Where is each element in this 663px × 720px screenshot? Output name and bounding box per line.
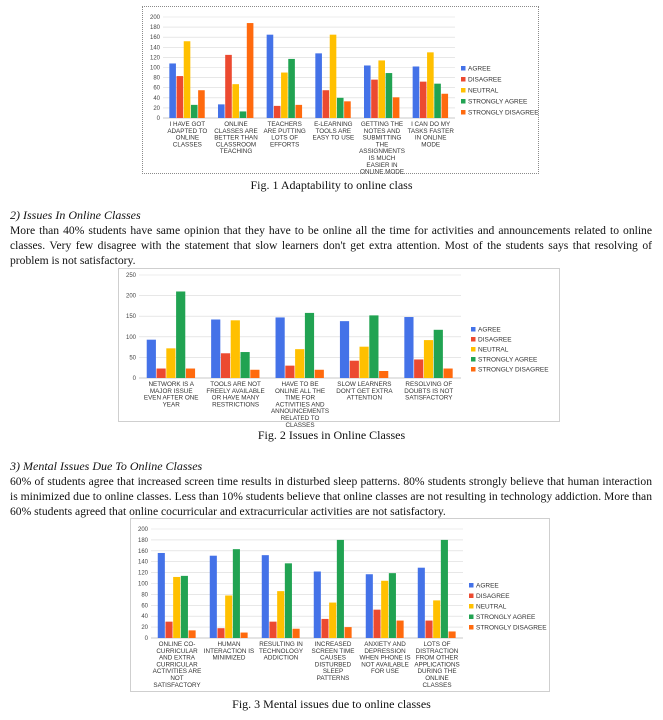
bar-strongly-agree-cat-1 xyxy=(191,105,198,118)
y-tick-label: 250 xyxy=(125,273,136,279)
bar-strongly-agree-cat-3 xyxy=(285,563,292,638)
bar-neutral-cat-3 xyxy=(281,73,288,118)
x-category-label: WHEN PHONE IS xyxy=(359,654,411,662)
bar-neutral-cat-5 xyxy=(381,581,388,638)
legend-swatch xyxy=(471,347,476,352)
bar-disagree-cat-5 xyxy=(371,80,378,118)
bar-strongly-disagree-cat-4 xyxy=(345,627,352,638)
bar-neutral-cat-2 xyxy=(225,595,232,638)
legend-swatch xyxy=(471,327,476,332)
y-tick-label: 180 xyxy=(137,537,148,544)
x-category-label: NOT AVAILABLE xyxy=(361,661,409,669)
x-category-label: HUMAN xyxy=(217,641,241,648)
y-tick-label: 60 xyxy=(141,603,148,610)
x-category-label: OR HAVE MANY xyxy=(211,394,260,402)
figure-1-svg xyxy=(143,7,539,176)
x-category-label: HAVE TO BE xyxy=(281,381,319,388)
y-tick-label: 0 xyxy=(132,376,136,382)
x-category-label: EASY TO USE xyxy=(312,134,355,142)
x-category-label: LOTS OF xyxy=(271,134,299,142)
x-category-label: TIME FOR xyxy=(284,394,316,402)
y-tick-label: 0 xyxy=(156,116,160,122)
y-tick-label: 40 xyxy=(141,614,148,621)
x-category-label: TOOLS ARE NOT xyxy=(210,381,261,388)
bar-disagree-cat-3 xyxy=(285,366,294,378)
y-tick-label: 120 xyxy=(149,55,160,62)
y-tick-label: 160 xyxy=(149,35,160,42)
section-3-paragraph: 60% of students agree that increased screen time results in disturbed sleep patterns. 80% students strongly believe that human interaction is minimized due to online classes. Less than 10% students believe that online classes are not resulting in technology addiction. More than 60% students agreed that online cocurricular and extracurricular activities are not satisfactory. xyxy=(10,475,652,518)
x-category-label: TASKS FASTER xyxy=(407,127,454,135)
bar-strongly-disagree-cat-6 xyxy=(441,94,448,118)
bar-agree-cat-2 xyxy=(211,319,220,378)
x-category-label: ONLINE MODE xyxy=(359,168,405,176)
bar-strongly-disagree-cat-4 xyxy=(344,101,351,118)
x-category-label: TEACHERS xyxy=(267,121,302,128)
x-category-label: RELATED TO xyxy=(280,415,320,422)
legend-entry: DISAGREE xyxy=(476,593,510,600)
figure-1-chart xyxy=(142,6,539,174)
bar-agree-cat-6 xyxy=(418,568,425,638)
x-category-label: SCREEN TIME xyxy=(311,647,355,655)
bar-agree-cat-4 xyxy=(315,53,322,118)
x-category-label: EFFORTS xyxy=(270,141,300,149)
legend-swatch xyxy=(469,615,474,620)
x-category-label: I CAN DO MY xyxy=(411,121,451,128)
legend-entry: AGREE xyxy=(478,326,501,334)
x-category-label: TECHNOLOGY xyxy=(258,647,304,655)
x-category-label: FOR USE xyxy=(371,668,399,676)
x-category-label: SATISFACTORY xyxy=(405,394,453,402)
x-category-label: AND EXTRA xyxy=(158,654,196,662)
x-category-label: DISTURBED xyxy=(314,661,352,669)
y-tick-label: 180 xyxy=(149,25,160,32)
figure-1-caption: Fig. 1 Adaptability to online class xyxy=(250,178,413,192)
bar-strongly-agree-cat-2 xyxy=(240,111,247,118)
legend-swatch xyxy=(471,367,476,372)
x-category-label: DON'T GET EXTRA xyxy=(336,387,393,395)
bar-disagree-cat-1 xyxy=(157,369,166,378)
x-category-label: RESOLVING OF xyxy=(405,381,453,388)
x-category-label: ONLINE ALL THE xyxy=(274,387,326,395)
legend-entry: STRONGLY AGREE xyxy=(478,356,538,364)
x-category-label: PATTERNS xyxy=(316,675,350,682)
figure-3-caption: Fig. 3 Mental issues due to online classes xyxy=(232,697,431,711)
x-category-label: CLASSES xyxy=(422,681,452,689)
x-category-label: FREELY AVAILABLE xyxy=(206,387,265,395)
x-category-label: EASIER IN xyxy=(366,161,398,169)
y-tick-label: 140 xyxy=(137,559,148,566)
bar-agree-cat-1 xyxy=(158,553,165,638)
bar-disagree-cat-1 xyxy=(165,622,172,638)
legend-swatch xyxy=(469,583,474,588)
bar-strongly-agree-cat-5 xyxy=(389,573,396,638)
bar-agree-cat-2 xyxy=(218,104,225,118)
x-category-label: RESULTING IN xyxy=(259,641,303,648)
bar-strongly-agree-cat-4 xyxy=(337,540,344,638)
bar-strongly-disagree-cat-3 xyxy=(295,105,302,118)
y-tick-label: 160 xyxy=(137,548,148,555)
legend-entry: STRONGLY AGREE xyxy=(468,98,528,106)
x-category-label: ACTIVITIES ARE xyxy=(152,668,202,676)
legend-swatch xyxy=(461,77,466,82)
bar-disagree-cat-3 xyxy=(269,622,276,638)
x-category-label: SLEEP xyxy=(322,668,344,676)
x-category-label: ONLINE xyxy=(224,121,248,128)
bar-agree-cat-6 xyxy=(413,66,420,118)
x-category-label: CLASSROOM xyxy=(215,141,257,149)
y-tick-label: 100 xyxy=(125,334,136,341)
bar-strongly-disagree-cat-6 xyxy=(449,631,456,638)
bar-neutral-cat-6 xyxy=(433,600,440,638)
y-tick-label: 20 xyxy=(153,105,160,112)
y-tick-label: 120 xyxy=(137,570,148,577)
legend-swatch xyxy=(469,625,474,630)
y-tick-label: 0 xyxy=(144,636,148,642)
x-category-label: CLASSES xyxy=(172,141,202,149)
bar-strongly-disagree-cat-4 xyxy=(379,371,388,378)
legend-entry: STRONGLY DISAGREE xyxy=(468,109,539,117)
x-category-label: CURRICULAR xyxy=(156,661,198,669)
x-category-label: FROM OTHER xyxy=(415,654,459,662)
legend-swatch xyxy=(471,357,476,362)
legend-swatch xyxy=(471,337,476,342)
legend-entry: STRONGLY AGREE xyxy=(476,614,536,621)
bar-strongly-agree-cat-2 xyxy=(240,352,249,378)
x-category-label: SATISFACTORY xyxy=(153,681,201,689)
x-category-label: ONLINE CO- xyxy=(158,641,196,648)
x-category-label: TOOLS ARE xyxy=(315,127,352,135)
x-category-label: ANNOUNCEMENTS xyxy=(270,408,330,416)
bar-strongly-disagree-cat-1 xyxy=(186,369,195,378)
bar-neutral-cat-2 xyxy=(232,84,239,118)
figure-2-caption: Fig. 2 Issues in Online Classes xyxy=(257,428,406,442)
y-tick-label: 200 xyxy=(125,293,136,300)
y-tick-label: 20 xyxy=(141,625,148,632)
x-category-label: I HAVE GOT xyxy=(169,121,206,128)
bar-neutral-cat-4 xyxy=(360,347,369,378)
bar-disagree-cat-5 xyxy=(414,359,423,378)
y-tick-label: 100 xyxy=(137,581,148,588)
bar-disagree-cat-6 xyxy=(420,82,427,118)
x-category-label: NETWORK IS A xyxy=(148,381,194,388)
bar-agree-cat-3 xyxy=(267,35,274,118)
bar-neutral-cat-1 xyxy=(173,577,180,638)
bar-neutral-cat-3 xyxy=(295,349,304,378)
bar-neutral-cat-2 xyxy=(231,320,240,378)
bar-neutral-cat-6 xyxy=(427,52,434,118)
bar-strongly-disagree-cat-1 xyxy=(198,90,205,118)
x-category-label: GETTING THE xyxy=(360,121,404,128)
bar-agree-cat-5 xyxy=(366,574,373,638)
bar-strongly-agree-cat-5 xyxy=(386,73,393,118)
y-tick-label: 100 xyxy=(149,65,160,72)
figure-2-chart xyxy=(118,268,560,429)
x-category-label: RESTRICTIONS xyxy=(212,401,260,409)
bar-disagree-cat-2 xyxy=(225,55,232,118)
bar-neutral-cat-5 xyxy=(424,340,433,378)
section-3-heading: 3) Mental Issues Due To Online Classes xyxy=(10,459,203,473)
bar-disagree-cat-4 xyxy=(321,619,328,638)
bar-neutral-cat-4 xyxy=(329,603,336,638)
y-tick-label: 80 xyxy=(153,75,160,82)
bar-agree-cat-3 xyxy=(262,555,269,638)
x-category-label: ARE PUTTING xyxy=(263,127,306,135)
bar-disagree-cat-2 xyxy=(217,628,224,638)
legend-entry: STRONGLY DISAGREE xyxy=(476,624,547,632)
bar-strongly-disagree-cat-3 xyxy=(315,370,324,378)
section-2-heading: 2) Issues In Online Classes xyxy=(10,208,141,222)
bar-strongly-disagree-cat-2 xyxy=(250,370,259,378)
x-category-label: INCREASED xyxy=(314,641,352,648)
y-tick-label: 60 xyxy=(153,85,160,92)
figure-2-svg xyxy=(119,269,559,429)
bar-strongly-agree-cat-1 xyxy=(181,576,188,638)
x-category-label: DOUBTS IS NOT xyxy=(404,387,454,395)
bar-agree-cat-1 xyxy=(147,340,156,378)
y-tick-label: 200 xyxy=(149,15,160,21)
bar-strongly-disagree-cat-2 xyxy=(241,633,248,638)
y-tick-label: 50 xyxy=(129,355,136,362)
bar-neutral-cat-3 xyxy=(277,591,284,638)
x-category-label: THE xyxy=(375,141,389,149)
x-category-label: MODE xyxy=(421,141,441,149)
bar-strongly-agree-cat-5 xyxy=(434,330,443,378)
y-tick-label: 80 xyxy=(141,592,148,599)
bar-strongly-disagree-cat-3 xyxy=(293,629,300,638)
x-category-label: MAJOR ISSUE xyxy=(149,387,193,395)
bar-disagree-cat-3 xyxy=(274,106,281,118)
y-tick-label: 150 xyxy=(125,314,136,321)
x-category-label: LOTS OF xyxy=(423,641,451,648)
bar-disagree-cat-6 xyxy=(425,621,432,638)
bar-strongly-disagree-cat-5 xyxy=(443,369,452,378)
x-category-label: ASSIGNMENTS xyxy=(359,148,405,156)
section-2-paragraph: More than 40% students have same opinion that they have to be online all the time for activities and announcements related to online classes. Very few disagree with the statement that slow learners don't get extra attention. Most of the students says that resolving of problem is not satisfactory. xyxy=(10,224,652,267)
legend-swatch xyxy=(461,99,466,104)
legend-entry: NEUTRAL xyxy=(478,346,509,354)
x-category-label: ADDICTION xyxy=(263,654,299,662)
x-category-label: NOTES AND xyxy=(363,127,401,135)
x-category-label: DISTRACTION xyxy=(415,647,459,655)
bar-strongly-agree-cat-2 xyxy=(233,549,240,638)
bar-strongly-disagree-cat-5 xyxy=(397,621,404,638)
x-category-label: IS MUCH xyxy=(368,155,396,162)
x-category-label: ANXIETY AND xyxy=(364,641,406,648)
x-category-label: IN ONLINE xyxy=(414,134,447,142)
legend-entry: STRONGLY DISAGREE xyxy=(478,366,549,374)
bar-neutral-cat-1 xyxy=(166,348,175,378)
legend-entry: AGREE xyxy=(476,582,499,590)
y-tick-label: 200 xyxy=(137,527,148,533)
x-category-label: ONLINE xyxy=(175,134,200,142)
x-category-label: ONLINE xyxy=(425,675,449,682)
bar-agree-cat-4 xyxy=(314,572,321,638)
x-category-label: INTERACTION IS xyxy=(203,647,255,655)
x-category-label: DURING THE xyxy=(417,668,457,676)
x-category-label: E-LEARNING xyxy=(314,121,353,128)
bar-neutral-cat-1 xyxy=(184,41,191,118)
bar-strongly-agree-cat-6 xyxy=(434,84,441,118)
bar-agree-cat-2 xyxy=(210,556,217,638)
bar-strongly-agree-cat-1 xyxy=(176,291,185,378)
x-category-label: ADAPTED TO xyxy=(167,127,208,135)
y-tick-label: 140 xyxy=(149,45,160,52)
legend-swatch xyxy=(469,604,474,609)
legend-swatch xyxy=(469,594,474,599)
legend-entry: DISAGREE xyxy=(468,76,502,84)
bar-strongly-agree-cat-6 xyxy=(441,540,448,638)
bar-strongly-agree-cat-4 xyxy=(337,98,344,118)
x-category-label: CURRICULAR xyxy=(156,647,198,655)
bar-agree-cat-1 xyxy=(169,63,176,118)
x-category-label: MINIMIZED xyxy=(212,654,246,662)
x-category-label: SLOW LEARNERS xyxy=(337,381,392,388)
legend-entry: DISAGREE xyxy=(478,336,512,344)
y-tick-label: 40 xyxy=(153,95,160,102)
legend-swatch xyxy=(461,66,466,71)
x-category-label: APPLICATIONS xyxy=(414,661,460,669)
bar-neutral-cat-5 xyxy=(378,60,385,118)
x-category-label: ATTENTION xyxy=(346,394,383,402)
bar-strongly-disagree-cat-2 xyxy=(247,23,254,118)
legend-entry: AGREE xyxy=(468,65,491,73)
bar-disagree-cat-1 xyxy=(177,76,184,118)
x-category-label: TEACHING xyxy=(219,148,253,156)
bar-disagree-cat-4 xyxy=(323,90,330,118)
x-category-label: EVEN AFTER ONE xyxy=(143,394,199,402)
bar-strongly-agree-cat-3 xyxy=(305,313,314,378)
legend-swatch xyxy=(461,110,466,115)
x-category-label: NOT xyxy=(170,675,184,682)
x-category-label: YEAR xyxy=(162,401,180,409)
bar-agree-cat-4 xyxy=(340,321,349,378)
bar-strongly-agree-cat-4 xyxy=(369,315,378,378)
x-category-label: CLASSES ARE xyxy=(214,127,258,135)
figure-3-svg xyxy=(131,519,549,691)
bar-agree-cat-5 xyxy=(404,317,413,378)
legend-swatch xyxy=(461,88,466,93)
bar-strongly-disagree-cat-1 xyxy=(189,630,196,638)
bar-strongly-agree-cat-3 xyxy=(288,59,295,118)
bar-disagree-cat-2 xyxy=(221,353,230,378)
x-category-label: DEPRESSION xyxy=(364,647,406,655)
x-category-label: CAUSES xyxy=(320,654,346,662)
x-category-label: CLASSES xyxy=(285,421,315,429)
bar-strongly-disagree-cat-5 xyxy=(393,97,400,118)
bar-disagree-cat-4 xyxy=(350,361,359,378)
bar-agree-cat-5 xyxy=(364,65,371,118)
x-category-label: BETTER THAN xyxy=(214,134,258,142)
bar-agree-cat-3 xyxy=(276,317,285,378)
bar-disagree-cat-5 xyxy=(373,610,380,638)
legend-entry: NEUTRAL xyxy=(468,87,499,95)
x-category-label: SUBMITTING xyxy=(362,134,402,142)
figure-3-chart xyxy=(130,518,550,692)
x-category-label: ACTIVITIES AND xyxy=(275,401,325,409)
bar-neutral-cat-4 xyxy=(330,35,337,118)
legend-entry: NEUTRAL xyxy=(476,603,507,611)
